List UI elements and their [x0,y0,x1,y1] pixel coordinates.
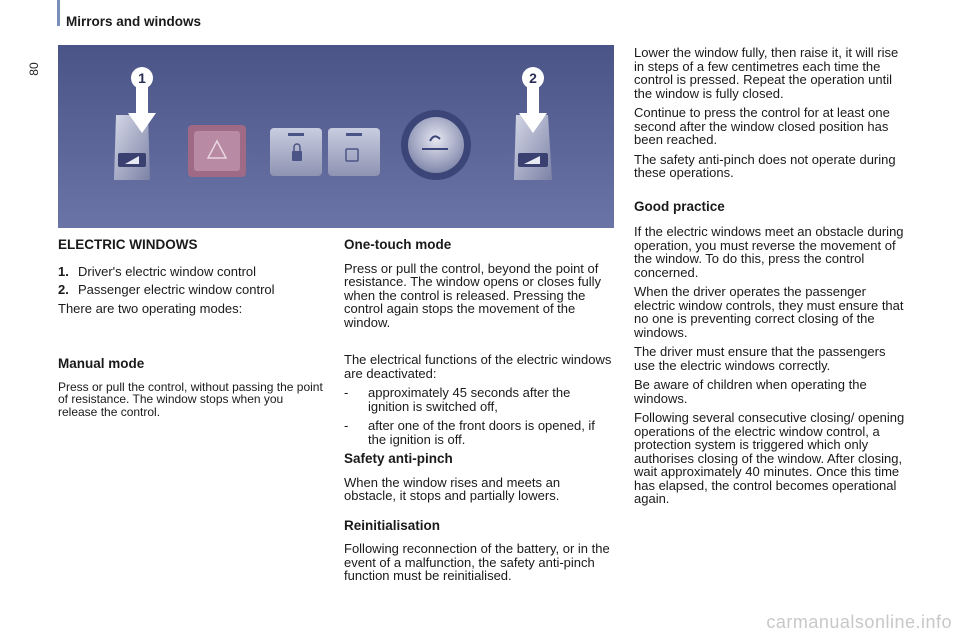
reinit-heading: Reinitialisation [344,517,441,533]
section-title: Mirrors and windows [66,14,202,29]
header-accent-bar [57,0,60,26]
good-para: If the electric windows meet an obstacle during operation, you must reverse the movement of the window. To do this, press the control concerned. [634,224,904,280]
reinit-text: Following reconnection of the battery, or in the event of a malfunction, the safety anti-pinch function must be reinitialised. [344,541,610,583]
page-number: 80 [27,62,41,76]
deactivated-intro: The electrical functions of the electric windows are deactivated: [344,352,612,381]
electric-windows-heading: ELECTRIC WINDOWS [58,237,198,252]
good-practice-heading: Good practice [634,198,725,214]
deactivated-list [344,386,612,446]
right-para-3: The safety anti-pinch does not operate during these operations. [634,151,896,180]
callout-1-label: 1 [138,70,146,86]
control-panel-photo [58,45,614,228]
cigar-lighter-knob [408,117,464,173]
list-item: - approximately 45 seconds after the ignition is switched off, [344,385,571,414]
list-item: - after one of the front doors is opened, if the ignition is off. [344,418,595,447]
good-para: When the driver operates the passenger electric window controls, they must ensure that no one is preventing correct closing of the windows. [634,284,904,340]
good-para: Be aware of children when operating the windows. [634,377,867,406]
manual-mode-text: Press or pull the control, without passing the point of resistance. The window stops when you release the control. [58,379,323,419]
good-para: The driver must ensure that the passengers use the electric windows correctly. [634,344,886,373]
good-para: Following several consecutive closing/ opening operations of the electric window control, a protection system is triggered which only authorises closing of the window. After closing, wait approximately 40 minutes. Once this time has elapsed, the control becomes operational again. [634,410,905,506]
right-para-1: Lower the window fully, then raise it, it will rise in steps of a few centimetres each time the control is pressed. Repeat the operation until the window is fully closed. [634,45,899,101]
modes-intro: There are two operating modes: [58,300,243,316]
right-para-2: Continue to press the control for at least one second after the window closed position has been reached. [634,105,890,147]
item-2: 2. Passenger electric window control [58,282,275,297]
watermark: carmanualsonline.info [766,612,952,632]
callout-2-label: 2 [529,70,537,86]
right-column [634,46,906,512]
left-column [58,238,324,418]
one-touch-text: Press or pull the control, beyond the point of resistance. The window opens or closes fully when the control is released. Pressing the control again stops the movement of the window. [344,260,601,330]
anti-pinch-heading: Safety anti-pinch [344,451,453,466]
lock-icon [292,151,302,161]
manual-mode-heading: Manual mode [58,356,145,371]
anti-pinch-text: When the window rises and meets an obstacle, it stops and partially lowers. [344,474,561,503]
one-touch-heading: One-touch mode [344,237,452,252]
middle-column [344,238,612,589]
item-1: 1. Driver's electric window control [58,263,257,279]
